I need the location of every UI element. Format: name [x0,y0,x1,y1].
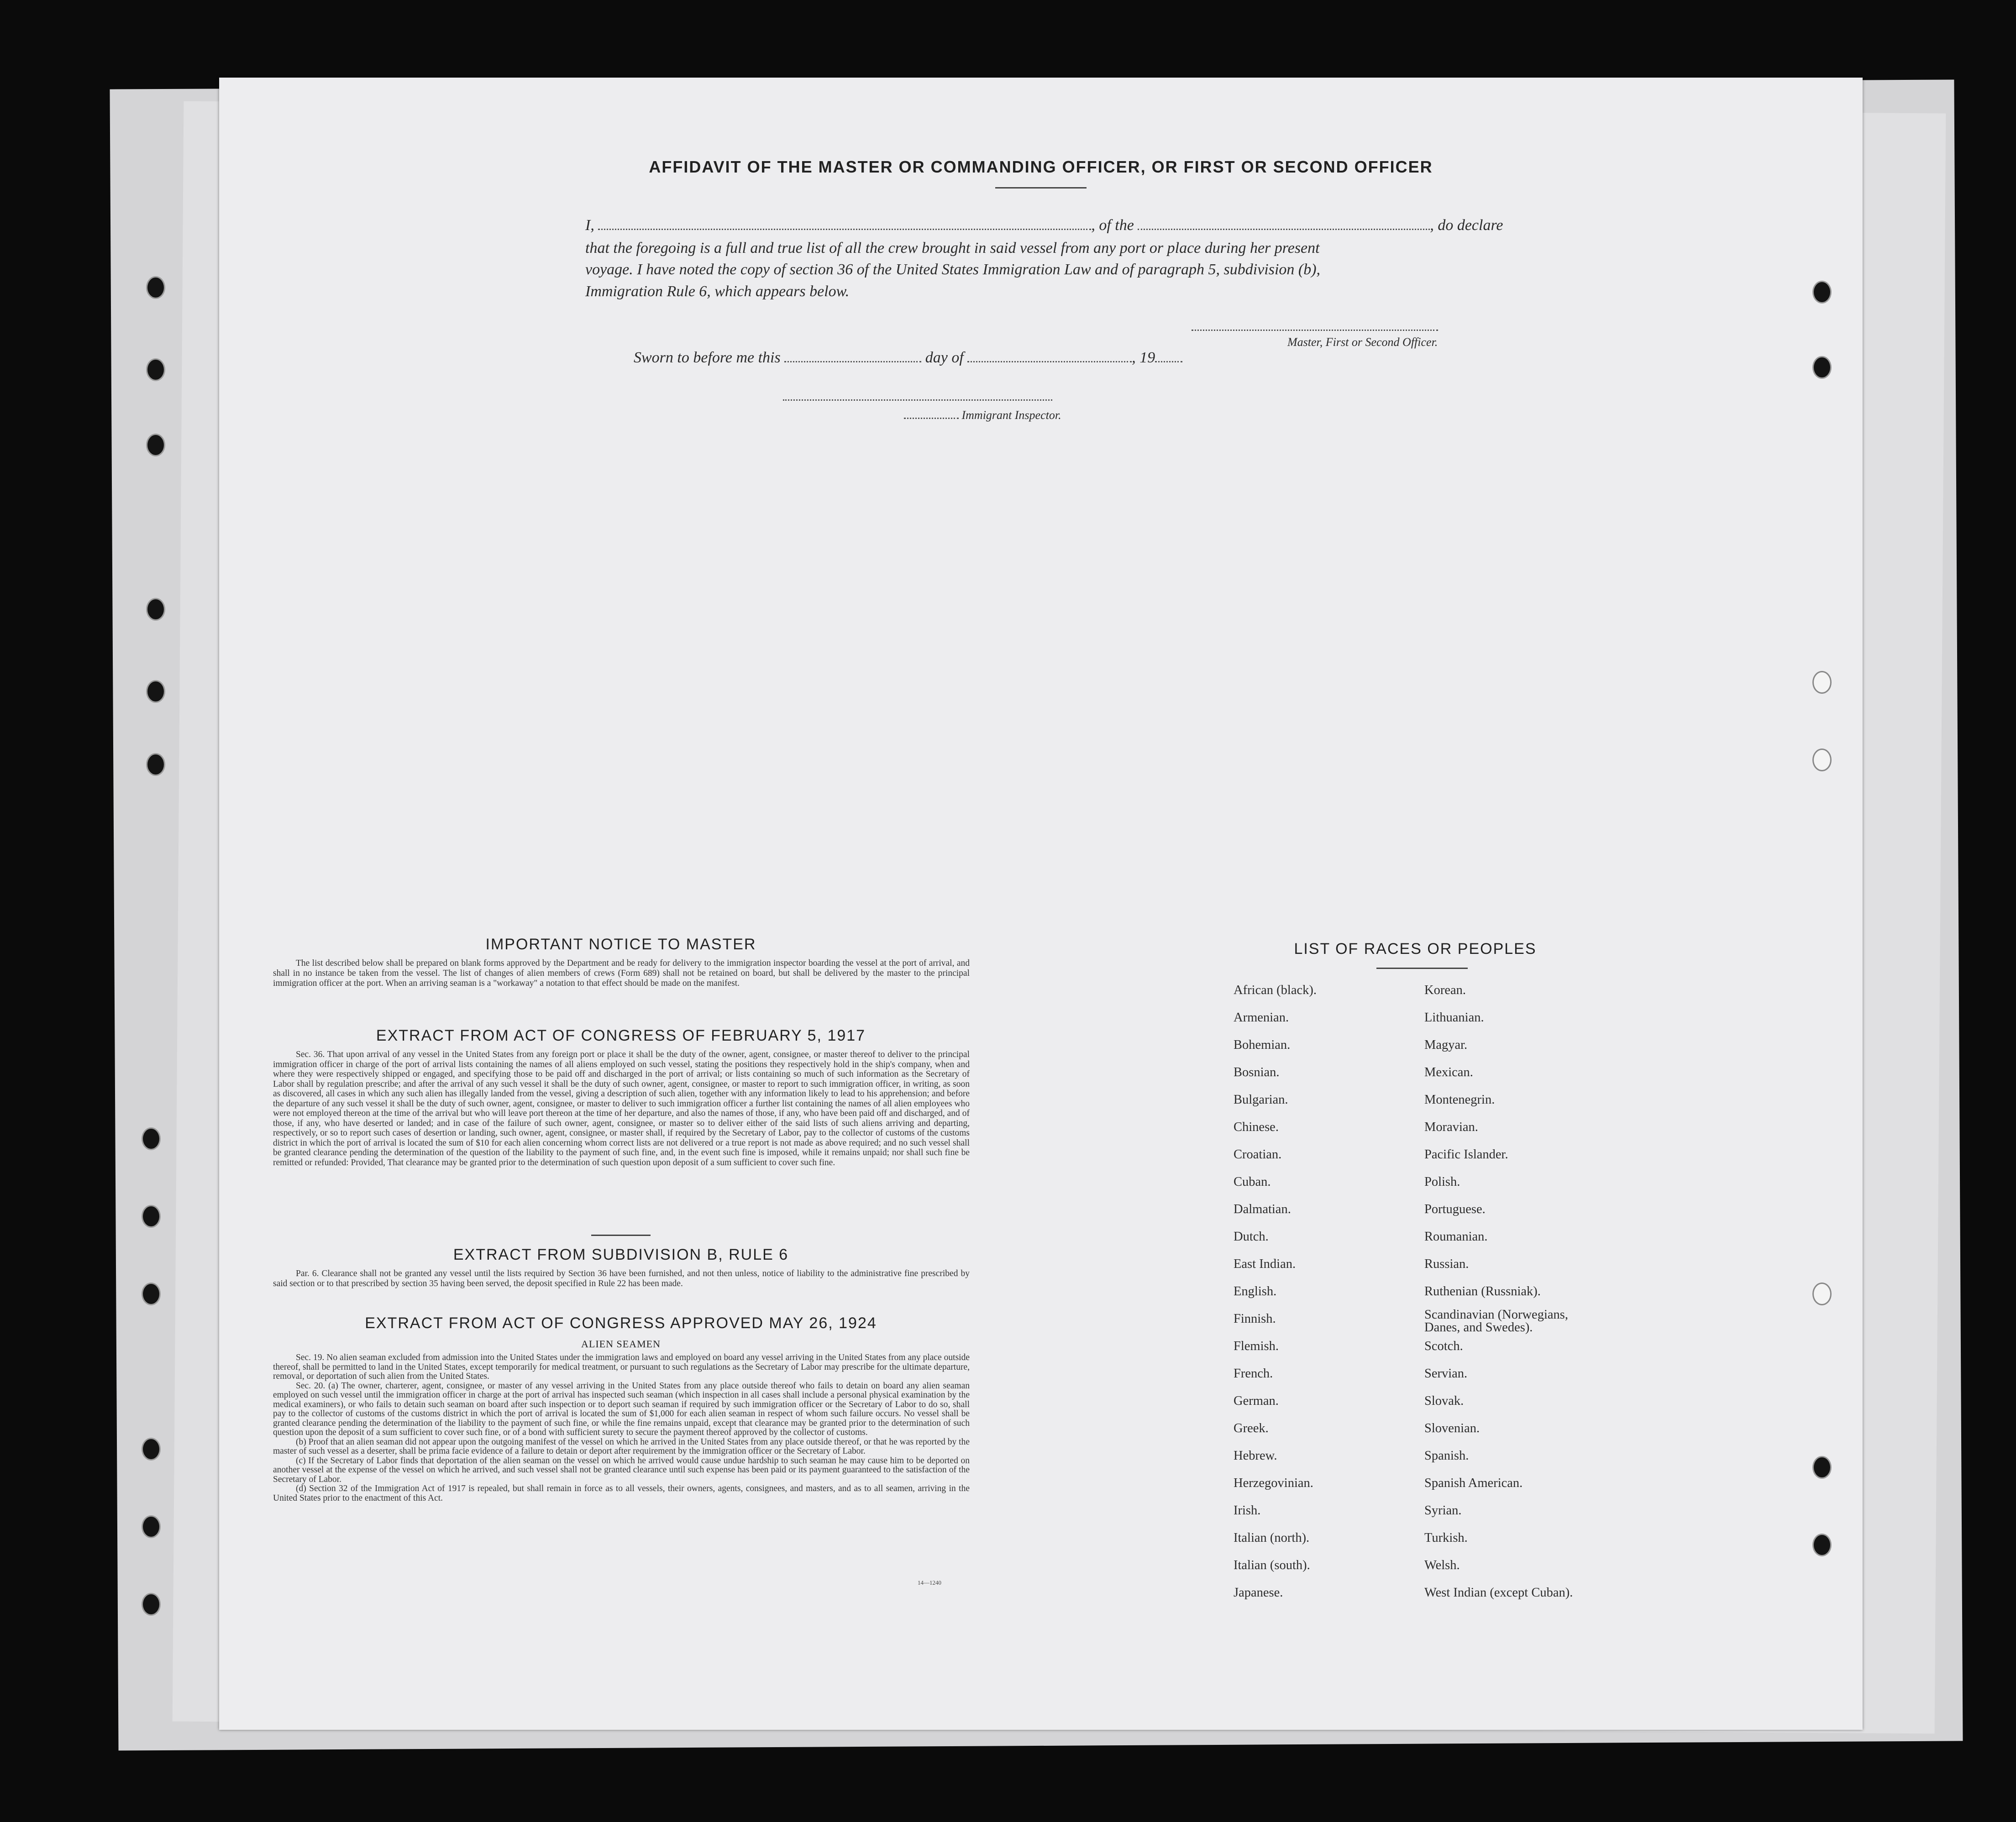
race-item: Ruthenian (Russniak). [1424,1284,1541,1298]
master-signature-line[interactable] [1192,330,1438,331]
divider [591,1235,651,1236]
race-item: Bulgarian. [1234,1093,1288,1107]
punch-hole [1812,1534,1832,1556]
notice-paragraph: The list described below shall be prepared on blank forms approved by the Department and be ready for delivery to the immigration inspector boarding the vessel at the port of arrival, and shall in no instance be taken from the vessel. The list of changes of alien members of crews (Form 689) shall not be retained on board, but shall be delivered by the master to the principal immigration officer at the port. When an arriving seaman is a "workaway" a notation to that effect should be made on the manifest. [273,958,970,988]
alien-seamen-subtitle: ALIEN SEAMEN [581,1338,661,1350]
race-item: Servian. [1424,1366,1468,1381]
race-item: Russian. [1424,1257,1469,1271]
race-item: Spanish. [1424,1449,1469,1463]
race-item: Welsh. [1424,1558,1460,1572]
race-item: Croatian. [1234,1147,1282,1162]
declarant-prefix: I, [585,217,594,234]
inspector-label-row [904,408,1061,422]
punch-hole [146,598,165,621]
affidavit-line-2: that the foregoing is a full and true list of all the crew brought in said vessel from any port or place during her present [585,240,1320,257]
sec20b-paragraph: (b) Proof that an alien seaman did not appear upon the outgoing manifest of the vessel on which he arrived in the United States from any place outside thereof, or that he was reported by the master of such vessel as a deserter, shall be prima facie evidence of a failure to detain or deport after requirement by the immigration officer or the Secretary of Labor. [273,1437,970,1456]
race-item: Turkish. [1424,1531,1468,1545]
punch-hole [1812,1456,1832,1479]
extract-1917-text [273,1050,970,1168]
extract-rule6-text [273,1269,970,1289]
master-signature-label: Master, First or Second Officer. [1287,335,1438,349]
extract-1917-title: EXTRACT FROM ACT OF CONGRESS OF FEBRUARY 5, 1917 [376,1027,866,1044]
punch-hole [1812,671,1832,694]
race-item: African (black). [1234,983,1317,997]
sworn-prefix: Sworn to before me this [634,349,781,366]
punch-hole [1812,749,1832,771]
sec20d-paragraph: (d) Section 32 of the Immigration Act of 1917 is repealed, but shall remain in force as to all vessels, their owners, agents, consignees, and masters, and as to all seamen, arriving in the United States prior to the enactment of this Act. [273,1484,970,1503]
race-item: Mexican. [1424,1065,1473,1079]
race-item: Greek. [1234,1421,1269,1435]
race-item: Italian (north). [1234,1531,1310,1545]
inspector-signature-line[interactable] [783,399,1052,401]
document-page [219,78,1863,1730]
race-item: Irish. [1234,1503,1261,1518]
punch-hole [142,1127,161,1150]
par6-paragraph: Par. 6. Clearance shall not be granted any vessel until the lists required by Section 36 have been furnished, and not then unless, notice of liability to the administrative fine prescribed by said section or to that prescribed by section 35 having been served, the deposit specified in Rule 22 has been made. [273,1269,970,1288]
sworn-line [634,349,1182,366]
punch-hole [142,1205,161,1228]
race-item: French. [1234,1366,1273,1381]
extract-rule6-title: EXTRACT FROM SUBDIVISION B, RULE 6 [453,1246,789,1263]
punch-hole [142,1283,161,1305]
punch-hole [1812,1283,1832,1305]
race-item: Dalmatian. [1234,1202,1291,1216]
race-item: German. [1234,1394,1279,1408]
punch-hole [146,276,165,299]
extract-1924-title: EXTRACT FROM ACT OF CONGRESS APPROVED MAY 26, 1924 [365,1314,877,1332]
punch-hole [146,358,165,381]
affidavit-line-1 [585,217,1503,234]
day-of-text: day of [925,349,964,366]
affidavit-line-3: voyage. I have noted the copy of section 36 of the United States Immigration Law and of paragraph 5, subdivision (b), [585,261,1321,278]
race-item: Italian (south). [1234,1558,1310,1572]
race-item: Bosnian. [1234,1065,1280,1079]
race-item: Herzegovinian. [1234,1476,1313,1490]
declarant-name-field[interactable] [598,229,1091,230]
sec20c-paragraph: (c) If the Secretary of Labor finds that deportation of the alien seaman on the vessel on which he arrived would cause undue hardship to such seaman he may cause him to be deported on another vessel at the expense of the vessel on which he arrived, and such vessel shall not be granted clearance until such expense has been paid or its payment guaranteed to the satisfaction of the Secretary of Labor. [273,1456,970,1484]
inspector-label: Immigrant Inspector. [961,408,1061,422]
notice-title: IMPORTANT NOTICE TO MASTER [485,936,756,953]
race-item: Roumanian. [1424,1230,1488,1244]
race-item: East Indian. [1234,1257,1296,1271]
races-right-column [1424,984,1598,1613]
race-item: West Indian (except Cuban). [1424,1586,1573,1600]
vessel-name-field[interactable] [1138,229,1430,230]
race-item: Cuban. [1234,1175,1271,1189]
race-item: Pacific Islander. [1424,1147,1508,1162]
sworn-month-field[interactable] [967,361,1132,362]
sec19-paragraph: Sec. 19. No alien seaman excluded from admission into the United States under the immigration laws and employed on board any vessel arriving in the United States from any place outside thereof, shall be permitted to land in the United States, except temporarily for medical treatment, or pursuant to such regulations as the Secretary of Labor may prescribe for the ultimate departure, removal, or deportation of such alien from the United States. [273,1353,970,1381]
race-item: English. [1234,1284,1277,1298]
race-item: Slovak. [1424,1394,1464,1408]
punch-hole [1812,281,1832,304]
race-item: Spanish American. [1424,1476,1523,1490]
race-item: Slovenian. [1424,1421,1480,1435]
of-the-text: , of the [1091,217,1134,234]
punch-hole [146,434,165,456]
sworn-year-field[interactable] [1155,361,1182,362]
race-item: Polish. [1424,1175,1460,1189]
race-item: Moravian. [1424,1120,1478,1134]
punch-hole [146,680,165,703]
punch-hole [142,1515,161,1538]
year-prefix: , 19 [1132,349,1155,366]
race-item: Armenian. [1234,1010,1289,1025]
punch-hole [1812,356,1832,379]
race-item: Chinese. [1234,1120,1279,1134]
races-left-column [1234,984,1317,1613]
punch-hole [142,1593,161,1616]
sec20-paragraph: Sec. 20. (a) The owner, charterer, agent, consignee, or master of any vessel arriving in the United States from any place outside thereof who fails to detain on board any alien seaman employed on such vessel until the immigration officer in charge at the port of arrival has inspected such seaman (which inspection in all cases shall include a personal physical examination by the medical examiners), or who fails to detain such seaman on board after such inspection or to deport such seaman if required by such immigration officer or the Secretary of Labor to do so, shall pay to the collector of customs of the customs district in which the port of arrival is located the sum of $1,000 for each alien seaman in respect of whom such failure occurs. No vessel shall be granted clearance pending the determination of the liability to the payment of such fine, or while the fine remains unpaid, except that clearance may be granted prior to the determination of such question upon the deposit of a sum sufficient to cover such fine, or of a bond with sufficient surety to secure the payment thereof approved by the collector of customs. [273,1381,970,1437]
affidavit-title: AFFIDAVIT OF THE MASTER OR COMMANDING OFFICER, OR FIRST OR SECOND OFFICER [649,157,1433,176]
sworn-day-field[interactable] [784,361,921,362]
race-item: Hebrew. [1234,1449,1277,1463]
race-item: Magyar. [1424,1038,1468,1052]
race-item: Korean. [1424,983,1466,997]
affidavit-line-4: Immigration Rule 6, which appears below. [585,283,850,300]
section-36-paragraph: Sec. 36. That upon arrival of any vessel in the United States from any foreign port or place it shall be the duty of the owner, agent, consignee, or master thereof to deliver to the principal immigration officer in charge of the port of arrival lists containing the names of all aliens employed on such vessel, stating the positions they respectively hold in the ship's company, when and where they were respectively shipped or engaged, and specifying those to be paid off and discharged in the port of arrival; or lists containing so much of such information as the Secretary of Labor shall by regulation prescribe; and after the arrival of any such vessel it shall be the duty of such owner, agent, consignee, or master to report to such immigration officer, in writing, as soon as discovered, all cases in which any such alien has illegally landed from the vessel, giving a description of such alien, together with any information likely to lead to his apprehension; and before the departure of any such vessel it shall be the duty of such owner, agent, consignee, or master to deliver to such immigration officer a further list containing the names of all alien employees who were not employed thereon at the time of the arrival but who will leave port thereon at the time of her departure, and also the names of those, if any, who have been paid off and discharged, and of those, if any, who have deserted or landed; and in case of the failure of such owner, agent, consignee, or master so to deliver either of the said lists of such aliens arriving and departing, respectively, or so to report such cases of desertion or landing, such owner, agent, consignee, or master shall, if required by the Secretary of Labor, pay to the collector of customs of the customs district in which the port of arrival is located the sum of $10 for each alien concerning whom correct lists are not delivered or a true report is not made as above required; and no such vessel shall be granted clearance pending the determination of the question of the liability to the payment of such fine, and, in the event such fine is imposed, while it remains unpaid; nor shall such fine be remitted or refunded: Provided, That clearance may be granted prior to the determination of such question upon deposit of a sum sufficient to cover such fine. [273,1050,970,1168]
notice-text [273,958,970,989]
punch-hole [146,753,165,776]
race-item: Dutch. [1234,1230,1269,1244]
form-number: 14—1240 [918,1579,941,1586]
title-underline [995,187,1087,188]
declare-text: , do declare [1430,217,1503,234]
races-title: LIST OF RACES OR PEOPLES [1294,940,1537,958]
race-item: Scandinavian (Norwegians, Danes, and Swedes). [1424,1308,1568,1335]
race-item: Scotch. [1424,1339,1463,1353]
race-item: Montenegrin. [1424,1093,1495,1107]
extract-1924-text [273,1353,970,1503]
race-item: Finnish. [1234,1312,1276,1326]
inspector-name-field[interactable] [904,418,959,419]
race-item: Lithuanian. [1424,1010,1484,1025]
races-title-underline [1376,968,1468,969]
punch-hole [142,1438,161,1461]
race-item: Flemish. [1234,1339,1279,1353]
race-item: Portuguese. [1424,1202,1486,1216]
race-item: Bohemian. [1234,1038,1291,1052]
race-item: Syrian. [1424,1503,1462,1518]
race-item: Japanese. [1234,1586,1283,1600]
